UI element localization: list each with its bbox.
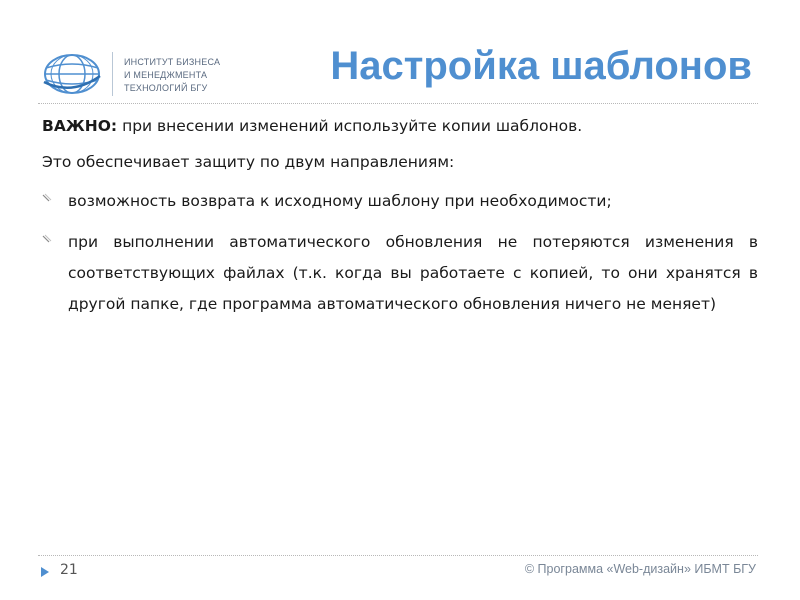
globe-logo-icon [42, 52, 102, 96]
footer-divider [38, 555, 758, 556]
logo-line: ТЕХНОЛОГИЙ БГУ [124, 83, 208, 93]
bullet-marker-icon [42, 234, 54, 244]
bullet-marker-icon [42, 193, 54, 203]
page-number: 21 [60, 562, 78, 578]
list-item [42, 227, 758, 320]
logo-divider [112, 52, 113, 96]
list-item-text: возможность возврата к исходному шаблону при необходимости; [68, 192, 612, 210]
slide-title: Настройка шаблонов [330, 44, 752, 88]
footer-copyright: © Программа «Web-дизайн» ИБМТ БГУ [524, 562, 756, 576]
list-item-text: при выполнении автоматического обновления не потеряются изменения в соответствующих файлах (т.к. когда вы работаете с копией, то они хранятся в другой папке, где программа автоматического обновления ничего не меняет) [68, 233, 758, 313]
important-text: при внесении изменений используйте копии шаблонов. [117, 117, 583, 135]
important-note [42, 114, 758, 138]
play-arrow-icon [40, 566, 50, 578]
logo-line: ИНСТИТУТ БИЗНЕСА [124, 57, 221, 67]
logo-line: И МЕНЕДЖМЕНТА [124, 70, 208, 80]
header-divider [38, 103, 758, 104]
list-item [42, 186, 758, 217]
important-label: ВАЖНО: [42, 117, 118, 135]
slide-content [42, 114, 758, 330]
institute-logo-text [124, 56, 220, 95]
intro-text: Это обеспечивает защиту по двум направлениям: [42, 153, 455, 171]
